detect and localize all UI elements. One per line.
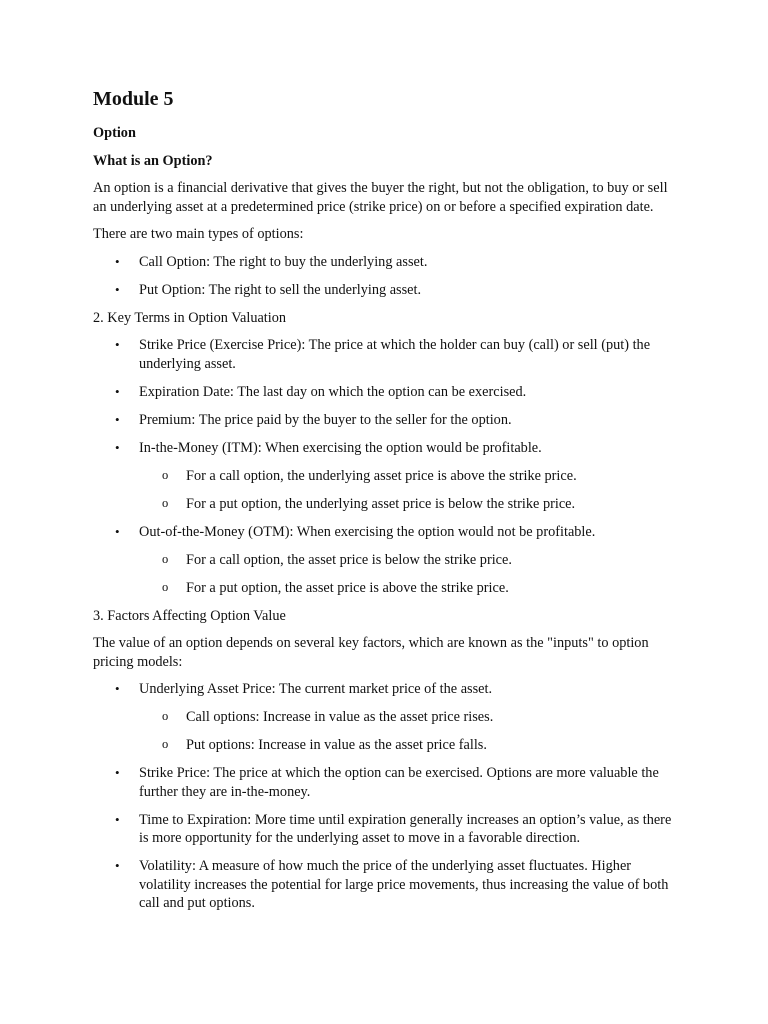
option-types-list (93, 253, 683, 300)
list-item: • Premium: The price paid by the buyer to the seller for the option. (93, 411, 683, 430)
document-body (93, 86, 683, 922)
key-terms-list (93, 336, 683, 597)
section-subtitle: Option (93, 125, 136, 141)
page-title: Module 5 (93, 88, 174, 110)
option-definition: An option is a financial derivative that gives the buyer the right, but not the obligation, to buy or sell an underlying asset at a predetermined price (strike price) on or before a specified expiration date. (93, 180, 668, 215)
list-item: • Call Option: The right to buy the underlying asset. (93, 253, 683, 272)
list-item: • In-the-Money (ITM): When exercising the option would be profitable. (93, 439, 683, 458)
factors-intro: The value of an option depends on several key factors, which are known as the "inputs" to option pricing models: (93, 635, 649, 670)
section-heading-key-terms: 2. Key Terms in Option Valuation (93, 309, 287, 326)
list-item: • Strike Price (Exercise Price): The price at which the holder can buy (call) or sell (put) the underlying asset. (93, 336, 683, 373)
factors-list (93, 680, 683, 913)
sub-list-item: o Put options: Increase in value as the asset price falls. (93, 736, 683, 755)
list-item: • Strike Price: The price at which the option can be exercised. Options are more valuable the further they are in-the-money. (93, 764, 683, 801)
list-item: • Put Option: The right to sell the underlying asset. (93, 281, 683, 300)
list-item: • Time to Expiration: More time until expiration generally increases an option’s value, as there is more opportunity for the underlying asset to move in a favorable direction. (93, 811, 683, 848)
sub-list-item: o For a call option, the asset price is below the strike price. (93, 551, 683, 570)
section-heading-what-is-option: What is an Option? (93, 152, 213, 169)
list-item: • Volatility: A measure of how much the price of the underlying asset fluctuates. Higher volatility increases the potential for large price movements, thus increasing the value of both call and put options. (93, 857, 683, 913)
list-item: • Underlying Asset Price: The current market price of the asset. (93, 680, 683, 699)
list-item: • Expiration Date: The last day on which the option can be exercised. (93, 383, 683, 402)
sub-list-item: o For a put option, the asset price is above the strike price. (93, 579, 683, 598)
sub-list-item: o For a call option, the underlying asset price is above the strike price. (93, 467, 683, 486)
sub-list-item: o Call options: Increase in value as the asset price rises. (93, 708, 683, 727)
sub-list-item: o For a put option, the underlying asset price is below the strike price. (93, 495, 683, 514)
option-types-intro: There are two main types of options: (93, 226, 304, 242)
list-item: • Out-of-the-Money (OTM): When exercising the option would not be profitable. (93, 523, 683, 542)
section-heading-factors: 3. Factors Affecting Option Value (93, 607, 286, 624)
